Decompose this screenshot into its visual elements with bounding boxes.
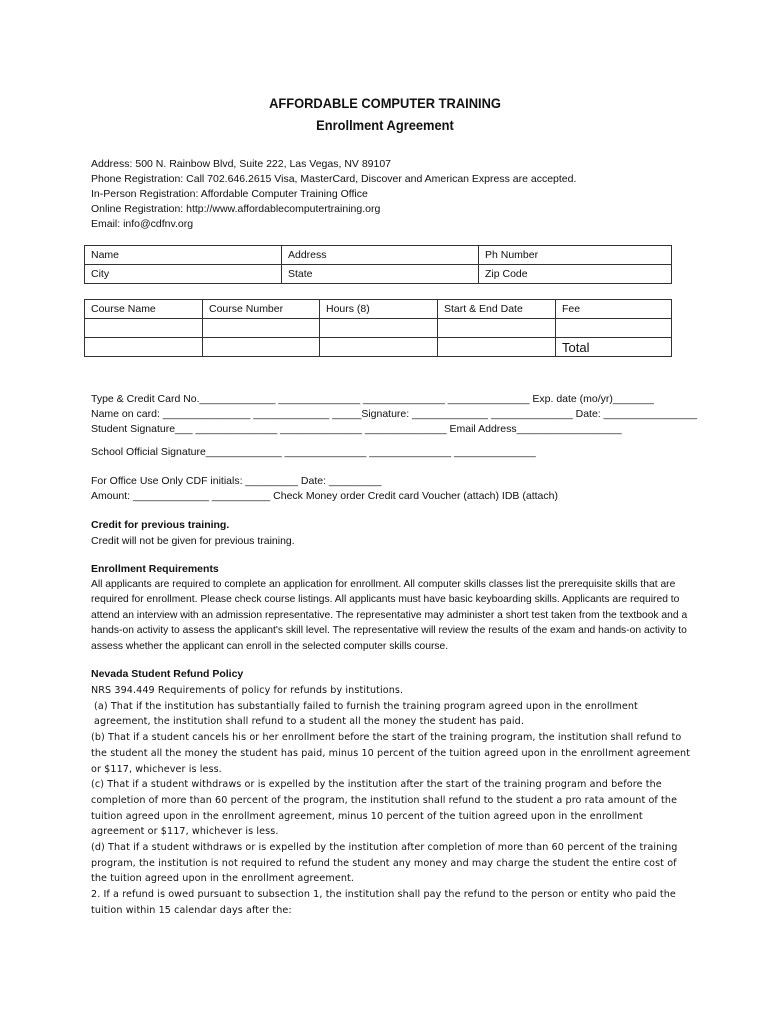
course-cell[interactable] — [203, 319, 320, 338]
table-header-row — [85, 300, 672, 319]
table-row — [85, 338, 672, 357]
credit-text: Credit will not be given for previous training. — [91, 535, 295, 547]
course-cell[interactable] — [203, 338, 320, 357]
student-info-table — [84, 245, 672, 284]
requirements-heading: Enrollment Requirements — [91, 563, 219, 575]
state-field[interactable]: State — [282, 265, 479, 284]
contact-online: Online Registration: http://www.affordablecomputertraining.org — [91, 203, 381, 215]
city-field[interactable]: City — [85, 265, 282, 284]
table-row — [85, 319, 672, 338]
total-cell[interactable]: Total — [556, 338, 672, 357]
document-subtitle: Enrollment Agreement — [316, 117, 454, 133]
course-cell[interactable] — [438, 319, 556, 338]
refund-intro: NRS 394.449 Requirements of policy for refunds by institutions. — [91, 685, 404, 696]
contact-address: Address: 500 N. Rainbow Blvd, Suite 222, Las Vegas, NV 89107 — [91, 158, 392, 170]
col-start-end-date: Start & End Date — [438, 300, 556, 319]
course-cell[interactable] — [320, 319, 438, 338]
name-on-card-line[interactable]: Name on card: _______________ _____________ _____Signature: _____________ ______________ Date: ________________ — [91, 408, 698, 420]
office-use-line[interactable]: For Office Use Only CDF initials: _________ Date: _________ — [91, 475, 382, 487]
course-table — [84, 299, 672, 357]
table-row — [85, 246, 672, 265]
phone-field[interactable]: Ph Number — [479, 246, 672, 265]
amount-line[interactable]: Amount: _____________ __________ Check Money order Credit card Voucher (attach) IDB (attach) — [91, 490, 558, 502]
refund-policy-text — [91, 683, 691, 919]
school-signature-line[interactable]: School Official Signature_____________ ______________ ______________ ______________ — [91, 446, 536, 458]
refund-clause-b: (b) That if a student cancels his or her enrollment before the start of the training program, the institution shall refund to the student all the money the student has paid, minus 10 percent of the tuition agreed upon in the enrollment agreement or $117, whichever is less. — [91, 732, 691, 775]
refund-clause-d: (d) That if a student withdraws or is expelled by the institution after completion of more than 60 percent of the training program, the institution is not required to refund the student any money and may charge the student the entire cost of the tuition agreed upon in the enrollment agreement. — [91, 842, 678, 885]
course-cell[interactable] — [556, 319, 672, 338]
course-cell[interactable] — [85, 319, 203, 338]
col-hours: Hours (8) — [320, 300, 438, 319]
table-row — [85, 265, 672, 284]
contact-email: Email: info@cdfnv.org — [91, 218, 194, 230]
col-fee: Fee — [556, 300, 672, 319]
refund-clause-c: (c) That if a student withdraws or is expelled by the institution after the start of the training program and before the completion of more than 60 percent of the program, the institution shall refund to the student a pro rata amount of the tuition agreed upon in the enrollment agreement, minus 10 percent of the tuition agreed upon in the enrollment agreement or $117, whichever is less. — [91, 779, 678, 838]
address-field[interactable]: Address — [282, 246, 479, 265]
col-course-number: Course Number — [203, 300, 320, 319]
zip-field[interactable]: Zip Code — [479, 265, 672, 284]
credit-heading: Credit for previous training. — [91, 519, 230, 531]
refund-heading: Nevada Student Refund Policy — [91, 668, 244, 680]
course-cell[interactable] — [85, 338, 203, 357]
course-cell[interactable] — [320, 338, 438, 357]
student-signature-line[interactable]: Student Signature___ ______________ ______________ ______________ Email Address__________________ — [91, 423, 622, 435]
refund-clause-2: 2. If a refund is owed pursuant to subsection 1, the institution shall pay the refund to the person or entity who paid the tuition within 15 calendar days after the: — [91, 889, 676, 916]
credit-card-line[interactable]: Type & Credit Card No._____________ ______________ ______________ ______________ Exp. date (mo/yr)_______ — [91, 393, 654, 405]
refund-clause-a: (a) That if the institution has substantially failed to furnish the training program agreed upon in the enrollment agreement, the institution shall refund to a student all the money the student has paid. — [94, 700, 638, 728]
requirements-text: All applicants are required to complete an application for enrollment. All computer skills classes list the prerequisite skills that are required for enrollment. Please check course listings. All applicants must have basic keyboarding skills. Applicants are required to attend an interview with an admission representative. The representative may administer a short test taken from the textbook and a hands-on activity to assess the applicant's skill level. The representative will review the results of the exam and hands-on activity to assess whether the applicant can enroll in the selected computer skills course. — [91, 579, 688, 652]
col-course-name: Course Name — [85, 300, 203, 319]
contact-phone: Phone Registration: Call 702.646.2615 Visa, MasterCard, Discover and American Express are accepted. — [91, 173, 577, 185]
contact-in-person: In-Person Registration: Affordable Computer Training Office — [91, 188, 368, 200]
document-title: AFFORDABLE COMPUTER TRAINING — [269, 95, 501, 111]
course-cell[interactable] — [438, 338, 556, 357]
name-field[interactable]: Name — [85, 246, 282, 265]
